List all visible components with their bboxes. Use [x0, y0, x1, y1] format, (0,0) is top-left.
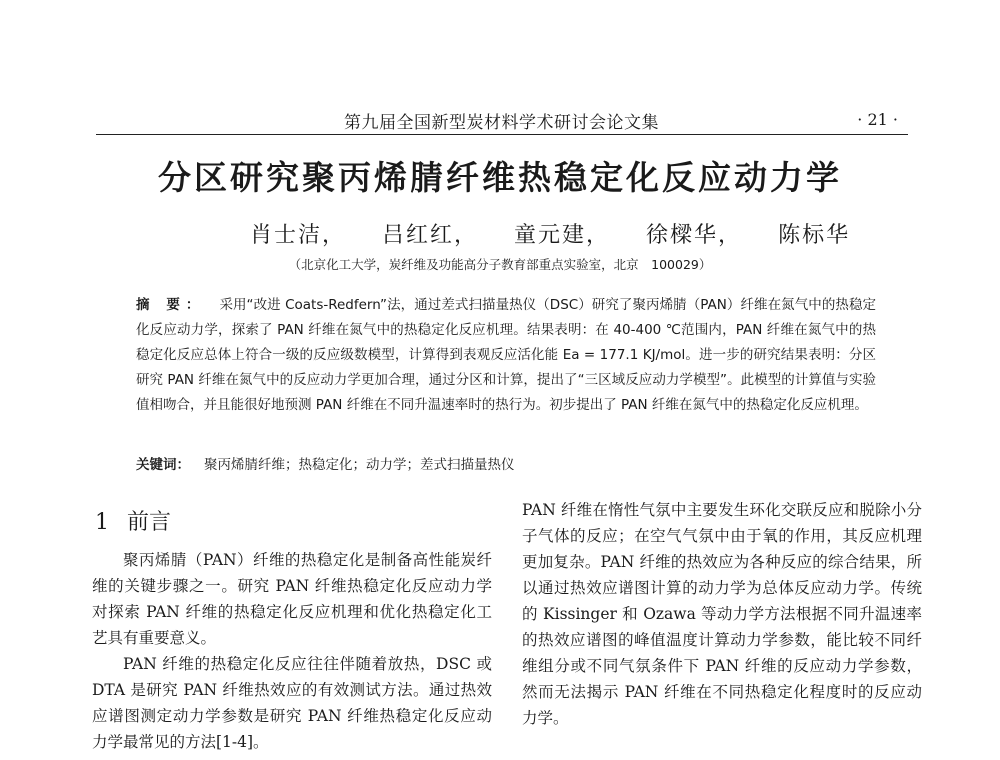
keywords-label: 关键词： — [136, 457, 190, 473]
left-column — [92, 547, 492, 755]
author-name: 肖士洁， — [250, 223, 347, 248]
author-name: 徐樑华， — [646, 223, 743, 248]
paper-title: 分区研究聚丙烯腈纤维热稳定化反应动力学 — [158, 158, 842, 197]
page-number: · 21 · — [857, 110, 898, 129]
paragraph: 聚丙烯腈（PAN）纤维的热稳定化是制备高性能炭纤维的关键步骤之一。研究 PAN 纤维热稳定化反应动力学对探索 PAN 纤维的热稳定化反应机理和优化热稳定化工艺具有重要意义。 — [92, 551, 492, 647]
keywords — [136, 453, 876, 473]
abstract — [136, 293, 876, 418]
section-title: 前言 — [127, 510, 172, 535]
abstract-text: 采用“改进 Coats-Redfern”法，通过差式扫描量热仪（DSC）研究了聚丙烯腈（PAN）纤维在氮气中的热稳定化反应动力学，探索了 PAN 纤维在氮气中的热稳定化反应机理。结果表明：在 40-400 ℃范围内，PAN 纤维在氮气中的热稳定化反应总体上符合一级的反应级数模型，计算得到表观反应活化能 Ea = 177.1 KJ/mol。进一步的研究结果表明：分区研究 PAN 纤维在氮气中的反应动力学更加合理，通过分区和计算，提出了“三区域反应动力学模型”。此模型的计算值与实验值相吻合，并且能很好地预测 PAN 纤维在不同升温速率时的热行为。初步提出了 PAN 纤维在氮气中的热稳定化反应机理。 — [136, 297, 876, 413]
running-header — [96, 104, 908, 135]
paragraph: PAN 纤维的热稳定化反应往往伴随着放热，DSC 或 DTA 是研究 PAN 纤维热效应的有效测试方法。通过热效应谱图测定动力学参数是研究 PAN 纤维热稳定化反应动力学最常见的方法[1-4]。 — [92, 655, 492, 751]
journal-name: 第九届全国新型炭材料学术研讨会论文集 — [344, 113, 659, 133]
section-heading — [95, 505, 171, 536]
author-name: 陈标华 — [778, 223, 851, 248]
author-name: 童元建， — [514, 223, 611, 248]
keywords-text: 聚丙烯腈纤维；热稳定化；动力学；差式扫描量热仪 — [204, 457, 515, 473]
author-name: 吕红红， — [382, 223, 479, 248]
abstract-label: 摘 要： — [136, 297, 206, 313]
paragraph: PAN 纤维在惰性气氛中主要发生环化交联反应和脱除小分子气体的反应；在空气气氛中由于氧的作用，其反应机理更加复杂。PAN 纤维的热效应为各种反应的综合结果，所以通过热效应谱图计算的动力学为总体反应动力学。传统的 Kissinger 和 Ozawa 等动力学方法根据不同升温速率的热效应谱图的峰值温度计算动力学参数，能比较不同纤维组分或不同气氛条件下 PAN 纤维的反应动力学参数，然而无法揭示 PAN 纤维在不同热稳定化程度时的反应动力学。 — [522, 501, 922, 727]
affiliation: （北京化工大学，炭纤维及功能高分子教育部重点实验室，北京 100029） — [288, 257, 712, 272]
section-number: 1 — [95, 510, 109, 535]
right-column — [522, 497, 922, 731]
author-list — [250, 218, 850, 249]
